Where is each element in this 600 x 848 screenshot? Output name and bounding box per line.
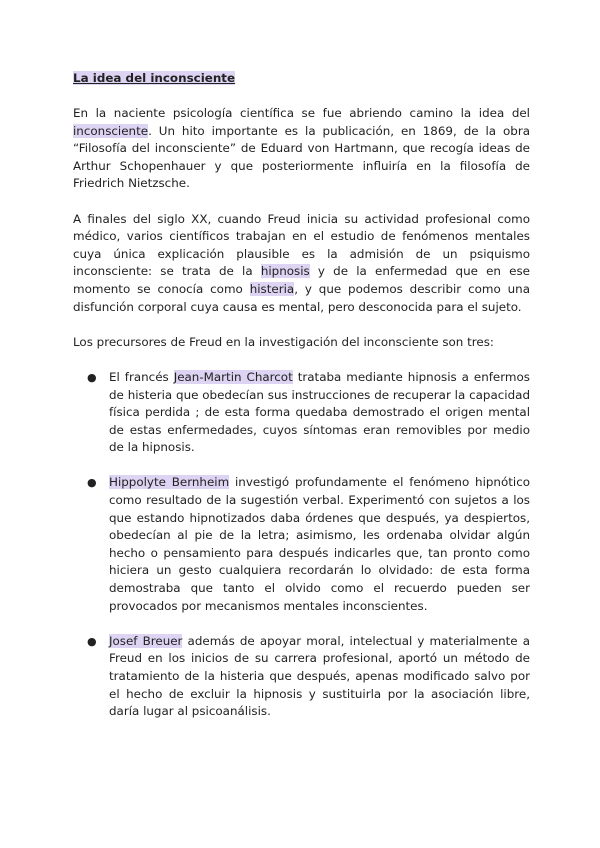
item-pre-text: El francés [109, 369, 174, 384]
title-wrap [73, 70, 530, 88]
paragraph-precursors: Los precursores de Freud en la investigación del inconsciente son tres: [73, 334, 494, 349]
highlight-hipnosis: hipnosis [260, 264, 310, 279]
highlight-charcot: Jean-Martin Charcot [173, 369, 293, 384]
highlight-breuer: Josef Breuer [109, 633, 183, 648]
paragraph-intro [73, 105, 530, 193]
precursors-list [73, 369, 530, 721]
list-item-breuer [73, 633, 530, 721]
list-item-text [109, 474, 530, 615]
item-post-text: además de apoyar moral, intelectual y materialmente a Freud en los inicios de su carrera profesional, aportó un método de tratamiento de la histeria que después, apenas modificado salvo por el hecho de excluir la hipnosis y sustituirla por la asociación libre, daría lugar al psicoanálisis. [109, 633, 530, 719]
list-item-charcot [73, 369, 530, 457]
paragraph-context-text-3: , y que podemos describir como una disfunción corporal cuya causa es mental, pero desconocida para el sujeto. [73, 281, 530, 314]
paragraph-context-text-2: y de la enfermedad que en ese momento se conocía como [73, 264, 530, 296]
highlight-bernheim: Hippolyte Bernheim [109, 475, 230, 490]
paragraph-intro-text-1: En la naciente psicología científica se fue abriendo camino la idea del [73, 106, 530, 120]
paragraph-context [73, 211, 530, 317]
paragraph-context-text-1: A finales del siglo XX, cuando Freud inicia su actividad profesional como médico, varios científicos trabajan en el estudio de fenómenos mentales cuya única explicación plausible es la admisión de un psiquismo inconsciente: se trata de la [73, 211, 530, 279]
bullet-icon: ● [87, 476, 97, 490]
list-item-text [109, 369, 530, 457]
item-post-text: trataba mediante hipnosis a enfermos de histeria que obedecían sus instrucciones de recuperar la capacidad física perdida ; de esta forma quedaba demostrado el origen mental de estas enfermedades, cuyos síntomas eran removibles por medio de la hipnosis. [109, 369, 530, 455]
bullet-icon: ● [87, 634, 97, 648]
highlight-inconsciente: inconsciente [73, 123, 149, 138]
bullet-icon: ● [87, 370, 97, 384]
paragraph-intro-text-2: . Un hito importante es la publicación, en 1869, de la obra “Filosofía del inconsciente” de Eduard von Hartmann, que recogía ideas de Arthur Schopenhauer y que posteriormente influiría en la filosofía de Friedrich Nietzsche. [73, 123, 530, 191]
list-item-text [109, 633, 530, 721]
list-item-bernheim [73, 474, 530, 615]
item-post-text: investigó profundamente el fenómeno hipnótico como resultado de la sugestión verbal. Experimentó con sujetos a los que estando hipnotizados daba órdenes que después, ya despiertos, obedecían al pie de la letra; asimismo, les ordenaba olvidar algún hecho o pensamiento para después indicarles que, tan pronto como hiciera un gesto cualquiera recordarán lo olvidado: de esta forma demostraba que tanto el olvido como el recuerdo pueden ser provocados por mecanismos mentales inconscientes. [109, 475, 531, 613]
section-title: La idea del inconsciente [73, 71, 236, 85]
document-page [73, 70, 530, 738]
highlight-histeria: histeria [249, 281, 295, 296]
